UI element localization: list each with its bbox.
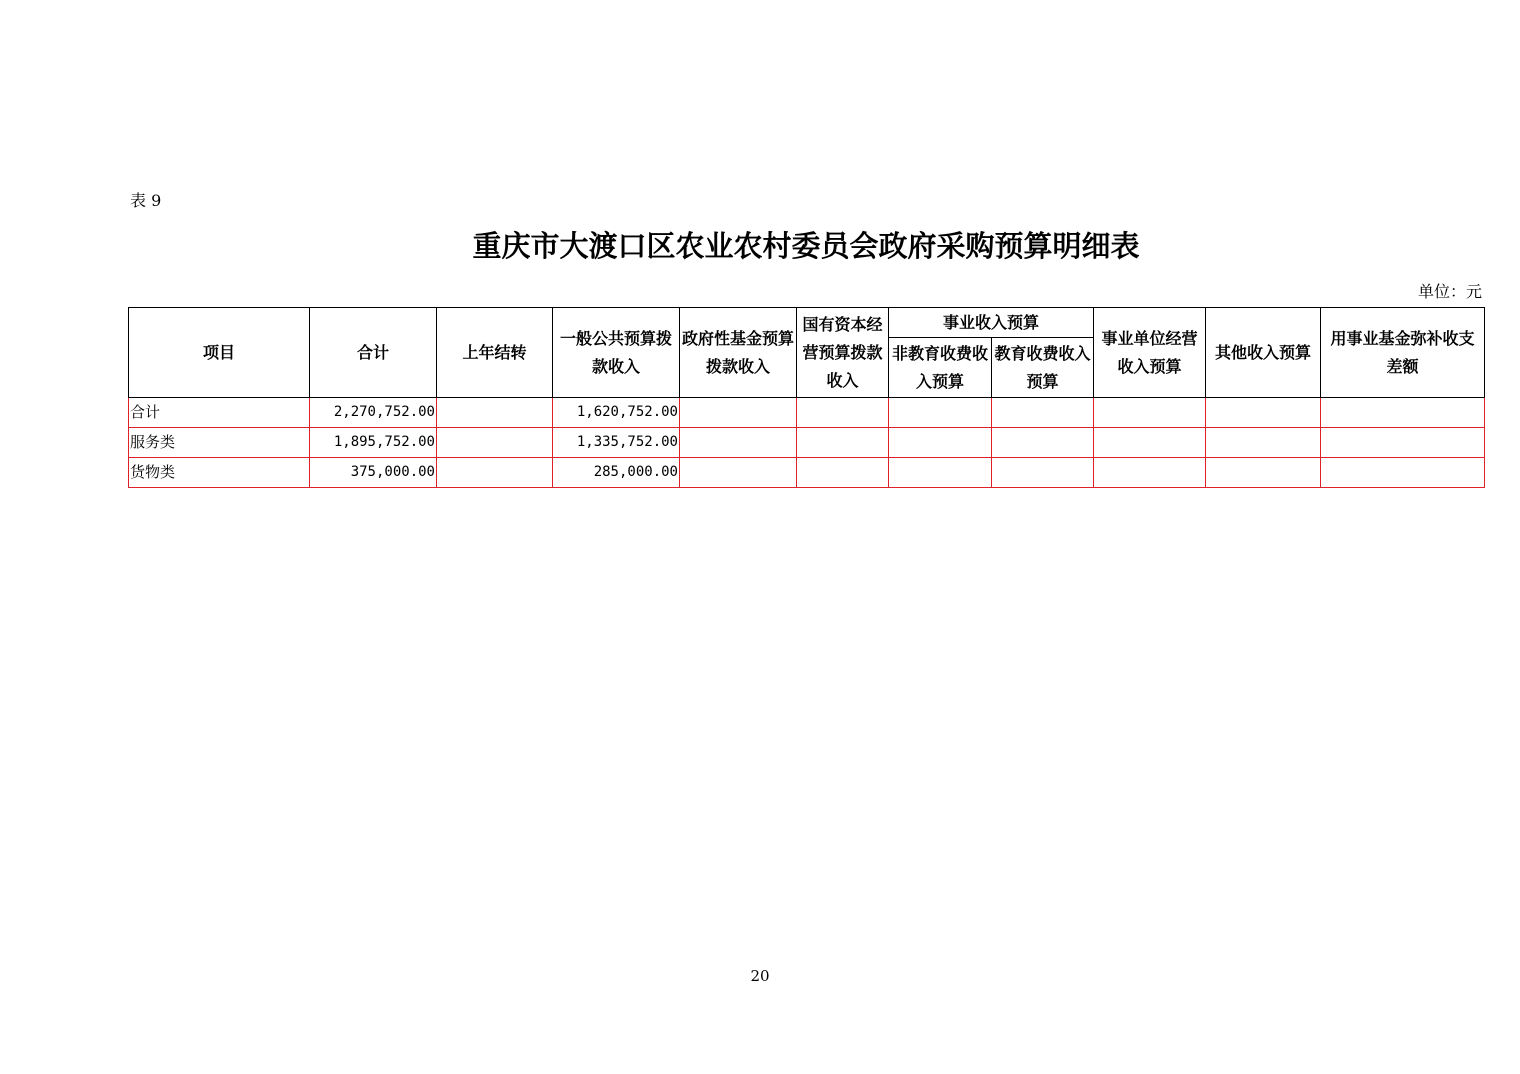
table-number-label: 表 9 — [130, 191, 162, 210]
header-item: 项目 — [129, 308, 310, 398]
header-total: 合计 — [310, 308, 437, 398]
row-general-public: 285,000.00 — [553, 458, 680, 488]
row-gov-fund — [680, 428, 797, 458]
page-number: 20 — [750, 967, 770, 985]
row-operating — [1094, 458, 1206, 488]
row-non-edu-fee — [889, 398, 992, 428]
row-general-public: 1,620,752.00 — [553, 398, 680, 428]
header-gov-fund-budget: 政府性基金预算拨款收入 — [680, 308, 797, 398]
row-total: 1,895,752.00 — [310, 428, 437, 458]
header-operating-income: 事业单位经营收入预算 — [1094, 308, 1206, 398]
row-other — [1206, 398, 1321, 428]
table-header — [129, 308, 1485, 398]
row-gov-fund — [680, 398, 797, 428]
row-non-edu-fee — [889, 458, 992, 488]
row-carryover — [437, 428, 553, 458]
document-title: 重庆市大渡口区农业农村委员会政府采购预算明细表 — [472, 229, 1140, 263]
row-fund-offset — [1321, 428, 1485, 458]
row-other — [1206, 458, 1321, 488]
table-row — [129, 398, 1485, 428]
row-edu-fee — [992, 398, 1094, 428]
row-fund-offset — [1321, 398, 1485, 428]
unit-label: 单位：元 — [1417, 282, 1482, 301]
header-state-capital-budget: 国有资本经营预算拨款收入 — [797, 308, 889, 398]
row-state-capital — [797, 458, 889, 488]
row-fund-offset — [1321, 458, 1485, 488]
row-carryover — [437, 398, 553, 428]
row-total: 2,270,752.00 — [310, 398, 437, 428]
row-state-capital — [797, 428, 889, 458]
row-general-public: 1,335,752.00 — [553, 428, 680, 458]
table-row — [129, 458, 1485, 488]
header-other-income: 其他收入预算 — [1206, 308, 1321, 398]
row-item: 服务类 — [129, 428, 310, 458]
row-operating — [1094, 398, 1206, 428]
row-operating — [1094, 428, 1206, 458]
row-carryover — [437, 458, 553, 488]
row-edu-fee — [992, 428, 1094, 458]
table-row — [129, 428, 1485, 458]
header-non-education-fee: 非教育收费收入预算 — [889, 338, 992, 398]
row-total: 375,000.00 — [310, 458, 437, 488]
table-body — [129, 398, 1485, 488]
header-public-service-income-group: 事业收入预算 — [889, 308, 1094, 338]
header-education-fee: 教育收费收入预算 — [992, 338, 1094, 398]
header-fund-offset: 用事业基金弥补收支差额 — [1321, 308, 1485, 398]
row-item: 合计 — [129, 398, 310, 428]
header-row-1 — [129, 308, 1485, 338]
procurement-budget-table — [128, 307, 1485, 488]
row-non-edu-fee — [889, 428, 992, 458]
row-other — [1206, 428, 1321, 458]
row-gov-fund — [680, 458, 797, 488]
row-edu-fee — [992, 458, 1094, 488]
header-general-public-budget: 一般公共预算拨款收入 — [553, 308, 680, 398]
header-carryover: 上年结转 — [437, 308, 553, 398]
row-item: 货物类 — [129, 458, 310, 488]
row-state-capital — [797, 398, 889, 428]
